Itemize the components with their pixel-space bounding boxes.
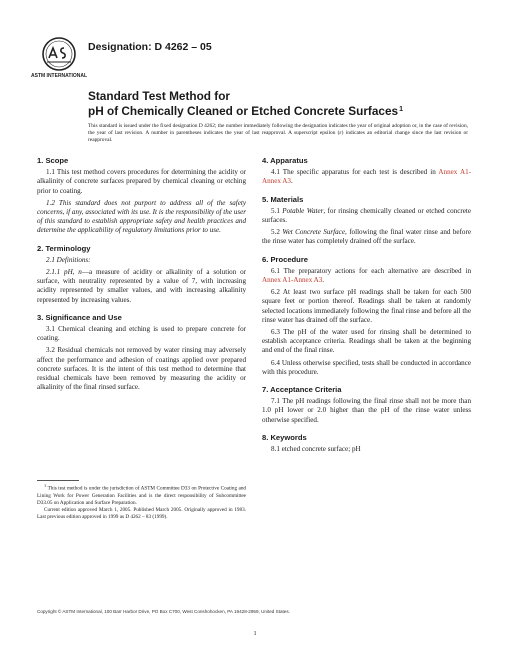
paragraph: 6.3 The pH of the water used for rinsing shall be determined to establish acceptance criteria. Readings shall be taken at the beginning and end of the final rinse. [262, 328, 471, 355]
astm-logo [30, 36, 88, 80]
section-heading: 8. Keywords [262, 432, 307, 442]
left-column [37, 156, 246, 400]
paragraph [262, 267, 471, 285]
title-block [88, 89, 478, 118]
section-terminology [37, 244, 246, 305]
paragraph [262, 168, 471, 186]
definition-text: —a measure of acidity or alkalinity of a solution or surface, with neutrality represented by a value of 7, with increasing acidity represented by smaller values, and with increasing alkalinity represented by increasing values. [37, 268, 246, 304]
paragraph-safety: 1.2 This standard does not purport to address all of the safety concerns, if any, associated with its use. It is the responsibility of the user of this standard to establish appropriate safety and health practices and determine the applicability of regulatory limitations prior to use. [37, 198, 246, 235]
section-heading: 3. Significance and Use [37, 312, 122, 322]
section-procedure [262, 255, 471, 377]
paragraph-definition [37, 268, 246, 305]
section-significance [37, 313, 246, 393]
section-heading: 2. Terminology [37, 243, 91, 253]
paragraph: 8.1 etched concrete surface; pH [271, 445, 361, 454]
footnote-paragraph [37, 483, 246, 506]
paragraph: 3.2 Residual chemicals not removed by water rinsing may adversely affect the performance and adhesion of coatings applied over prepared concrete surfaces. It is the intent of this test method to determine that residual chemicals have been removed by measuring the acidity or alkalinity of the final rinsed surface. [37, 346, 246, 392]
designation: Designation: D 4262 – 05 [88, 41, 212, 53]
section-keywords [262, 433, 471, 454]
annex-link[interactable]: Annex A1-Annex A3 [262, 168, 471, 186]
paragraph: 3.1 Chemical cleaning and etching is used to prepare concrete for coating. [37, 325, 246, 343]
paragraph-end: . [290, 177, 293, 186]
section-heading: 6. Procedure [262, 254, 309, 264]
term: Potable Water [282, 206, 324, 215]
logo-text: ASTM INTERNATIONAL [30, 73, 88, 79]
paragraph-text: , following the final water rinse and before the rinse water has completely drained off the surface. [262, 228, 471, 246]
astm-logo-graphic [30, 36, 88, 80]
section-scope [37, 156, 246, 236]
section-heading: 5. Materials [262, 194, 304, 204]
right-column [262, 156, 471, 462]
footnote-paragraph: Current edition approved March 1, 2005. Published March 2005. Originally approved in 1983. Last previous edition approved in 1999 as D 4262 – 83 (1999). [37, 507, 246, 521]
title-text: pH of Chemically Cleaned or Etched Concrete Surfaces [88, 104, 399, 118]
title-line-1: Standard Test Method for [88, 89, 231, 103]
paragraph-text: , for rinsing chemically cleaned or etched concrete surfaces. [262, 206, 472, 225]
paragraph: 1.1 This test method covers procedures for determining the acidity or alkalinity of concrete surfaces prepared by chemical cleaning or etching prior to coating. [37, 168, 246, 195]
section-acceptance [262, 385, 471, 425]
paragraph: 6.2 At least two surface pH readings shall be taken for each 500 square feet or portion thereof. Readings shall be taken at randomly selected locations immediately following the final rinse and before all the rinse water has drained off the surface. [262, 288, 471, 324]
footnote [37, 483, 246, 522]
paragraph-text: 6.1 The preparatory actions for each alternative are described in [271, 266, 471, 275]
page-number: 1 [253, 630, 257, 637]
standard-note: This standard is issued under the fixed designation D 4262; the number immediately following the designation indicates the year of original adoption or, in the case of revision, the year of last revision. A number in parentheses indicates the year of last reapproval. A superscript epsilon (ε) indicates an editorial change since the last revision or reapproval. [88, 123, 468, 144]
section-heading: 1. Scope [37, 156, 69, 165]
section-heading: 7. Acceptance Criteria [262, 385, 342, 395]
section-heading: 4. Apparatus [262, 156, 308, 165]
copyright-notice: Copyright © ASTM International, 100 Barr Harbor Drive, PO Box C700, West Conshohocken, PA 19428-2959, United States. [37, 609, 290, 614]
section-apparatus [262, 156, 471, 187]
title-line-2 [88, 103, 478, 118]
term: Wet Concrete Surface [282, 228, 345, 237]
paragraph-text: 4.1 The specific apparatus for each test is described in [271, 168, 439, 177]
paragraph: 7.1 The pH readings following the final rinse shall not be more than 1.0 pH lower or 2.0 higher than the pH of the rinse water unless otherwise specified. [262, 397, 471, 424]
paragraph [262, 228, 471, 246]
paragraph-number: 5.1 [271, 206, 283, 215]
paragraph: 6.4 Unless otherwise specified, tests shall be conducted in accordance with this procedure. [262, 358, 471, 376]
section-materials [262, 195, 471, 247]
annex-link[interactable]: Annex A1-Annex A3 [262, 276, 323, 285]
title-footnote-mark: 1 [399, 106, 403, 113]
footnote-mark: 1 [44, 483, 47, 488]
footnote-divider [37, 480, 79, 481]
paragraph: 2.1 Definitions: [46, 255, 91, 264]
term: 2.1.1 pH, n [46, 268, 82, 277]
paragraph-number: 5.2 [271, 228, 283, 237]
footnote-text: This test method is under the jurisdiction of ASTM Committee D33 on Protective Coating and Lining Work for Power Generation Facilities and is the direct responsibility of Subcommittee D33.05 on Application and Surface Preparation. [37, 485, 247, 506]
paragraph [262, 207, 471, 225]
paragraph-end: . [322, 276, 325, 285]
